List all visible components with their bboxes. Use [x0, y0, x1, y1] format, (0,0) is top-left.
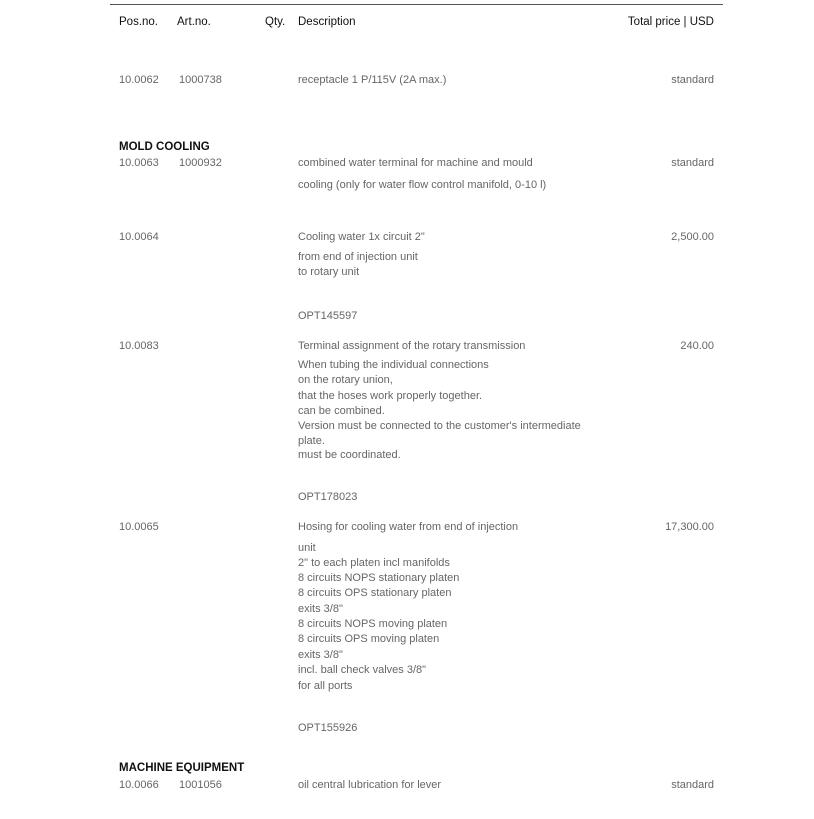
description-line: to rotary unit	[298, 266, 360, 278]
article-number: 1000738	[179, 74, 222, 86]
description-line: incl. ball check valves 3/8"	[298, 664, 427, 676]
header-description: Description	[298, 16, 356, 28]
position-number: 10.0062	[119, 74, 159, 86]
description-line: cooling (only for water flow control manifold, 0-10 l)	[298, 179, 547, 191]
description-line: from end of injection unit	[298, 251, 418, 263]
description-line: 8 circuits OPS moving platen	[298, 633, 440, 645]
article-number: 1000932	[179, 157, 222, 169]
option-code: OPT155926	[298, 722, 358, 734]
section-heading: MACHINE EQUIPMENT	[119, 762, 245, 774]
position-number: 10.0066	[119, 779, 159, 791]
description-line: exits 3/8"	[298, 603, 343, 615]
description-line: must be coordinated.	[298, 449, 401, 461]
total-price: standard	[671, 74, 714, 86]
description-line: Hosing for cooling water from end of injection	[298, 521, 519, 533]
header-pos: Pos.no.	[119, 16, 158, 28]
description-line: plate.	[298, 435, 325, 447]
position-number: 10.0065	[119, 521, 159, 533]
total-price: 240.00	[680, 340, 714, 352]
option-code: OPT145597	[298, 310, 358, 322]
total-price: 2,500.00	[671, 231, 714, 243]
description-line: receptacle 1 P/115V (2A max.)	[298, 74, 447, 86]
description-line: 8 circuits OPS stationary platen	[298, 587, 452, 599]
header-rule	[110, 4, 723, 5]
description-line: can be combined.	[298, 405, 385, 417]
section-heading: MOLD COOLING	[119, 141, 210, 153]
header-art: Art.no.	[177, 16, 211, 28]
option-code: OPT178023	[298, 491, 358, 503]
description-line: Version must be connected to the customer's intermediate	[298, 420, 581, 432]
description-line: When tubing the individual connections	[298, 359, 489, 371]
description-line: Cooling water 1x circuit 2"	[298, 231, 425, 243]
description-line: 2" to each platen incl manifolds	[298, 557, 450, 569]
article-number: 1001056	[179, 779, 222, 791]
description-line: Terminal assignment of the rotary transmission	[298, 340, 526, 352]
description-line: that the hoses work properly together.	[298, 390, 483, 402]
description-line: oil central lubrication for lever	[298, 779, 442, 791]
description-line: 8 circuits NOPS stationary platen	[298, 572, 460, 584]
description-line: exits 3/8"	[298, 649, 343, 661]
total-price: standard	[671, 157, 714, 169]
description-line: combined water terminal for machine and mould	[298, 157, 533, 169]
description-line: unit	[298, 542, 316, 554]
description-line: 8 circuits NOPS moving platen	[298, 618, 448, 630]
description-line: on the rotary union,	[298, 374, 393, 386]
description-line: for all ports	[298, 680, 353, 692]
position-number: 10.0063	[119, 157, 159, 169]
position-number: 10.0064	[119, 231, 159, 243]
header-qty: Qty.	[265, 16, 286, 28]
total-price: standard	[671, 779, 714, 791]
header-total-price: Total price | USD	[627, 16, 714, 28]
total-price: 17,300.00	[665, 521, 714, 533]
position-number: 10.0083	[119, 340, 159, 352]
